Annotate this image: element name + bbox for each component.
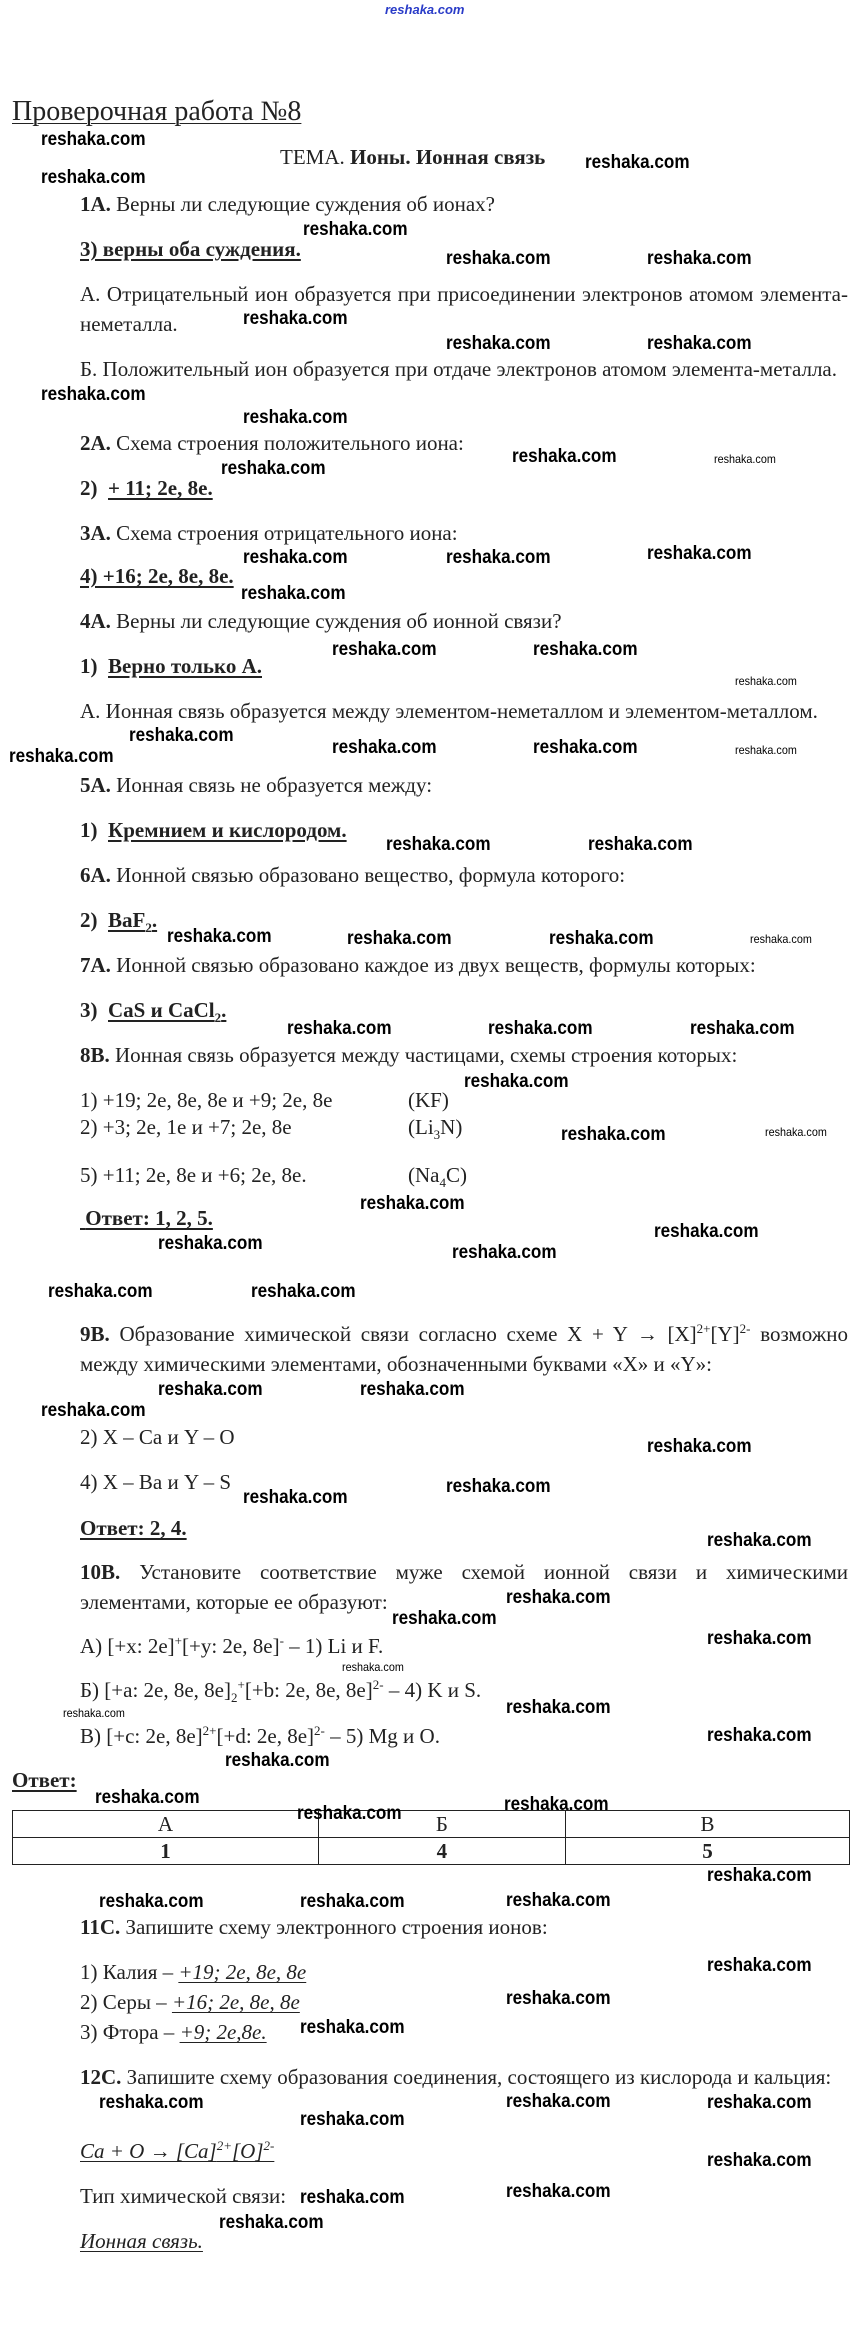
formula: BaF <box>108 908 146 932</box>
ion-scheme: +9; 2е,8е. <box>179 2020 267 2044</box>
watermark: reshaka.com <box>300 2017 405 2038</box>
ion-item <box>80 1990 300 2014</box>
formula-part: (Na <box>408 1163 440 1187</box>
question-number: 8В. <box>80 1043 110 1067</box>
site-link[interactable]: reshaka.com <box>385 2 465 17</box>
watermark: reshaka.com <box>99 2092 204 2113</box>
subscript: 4 <box>439 1175 446 1191</box>
question-text: Верны ли следующие суждения об ионной связи? <box>116 609 562 633</box>
watermark: reshaka.com <box>647 543 752 564</box>
question-text: Установите соответствие муже схемой ионной связи и химическими элементами, которые ее образуют: <box>80 1560 849 1614</box>
watermark: reshaka.com <box>243 308 348 329</box>
statement-a: А. Ионная связь образуется между элементом-неметаллом и элементом-металлом. <box>80 699 818 723</box>
watermark: reshaka.com <box>41 384 146 405</box>
question-number: 1А. <box>80 192 111 216</box>
ion-scheme: +19; 2е, 8е, 8е <box>178 1960 307 1984</box>
watermark: reshaka.com <box>588 834 693 855</box>
table-header: В <box>565 1811 849 1838</box>
watermark: reshaka.com <box>647 248 752 269</box>
option-5-formula <box>408 1163 467 1191</box>
question-2a <box>80 431 464 455</box>
formula-part: C) <box>445 1163 467 1187</box>
watermark: reshaka.com <box>735 674 797 688</box>
question-text: возможно между химическими элементами, обозначенными буквами «X» и «Y»: <box>80 1322 848 1376</box>
question-6a <box>80 863 625 887</box>
superscript: 2+ <box>216 2138 232 2153</box>
watermark: reshaka.com <box>446 547 551 568</box>
watermark: reshaka.com <box>707 1725 812 1746</box>
match-answer: – 4) K и S. <box>383 1678 482 1702</box>
superscript: - <box>279 1633 284 1648</box>
question-text: Ионная связь образуется между частицами, схемы строения которых: <box>115 1043 738 1067</box>
ion-scheme: +16; 2е, 8е, 8е <box>171 1990 300 2014</box>
bond-type-label: Тип химической связи: <box>80 2184 287 2208</box>
watermark: reshaka.com <box>707 1530 812 1551</box>
formula-end: . <box>151 908 158 932</box>
watermark: reshaka.com <box>41 129 146 150</box>
answer-4a <box>80 654 262 678</box>
watermark: reshaka.com <box>158 1233 263 1254</box>
watermark: reshaka.com <box>360 1379 465 1400</box>
watermark: reshaka.com <box>488 1018 593 1039</box>
question-text: Схема строения положительного иона: <box>116 431 464 455</box>
superscript: 2- <box>372 1677 384 1692</box>
watermark: reshaka.com <box>735 743 797 757</box>
question-8b <box>80 1043 737 1067</box>
scheme-part: Б) [+a: 2e, 8e, 8e] <box>80 1678 231 1702</box>
watermark: reshaka.com <box>446 248 551 269</box>
equation-part: [O] <box>231 2139 264 2163</box>
watermark: reshaka.com <box>506 1988 611 2009</box>
watermark: reshaka.com <box>360 1193 465 1214</box>
watermark: reshaka.com <box>63 1706 125 1720</box>
superscript: 2+ <box>202 1723 217 1738</box>
topic-text: Ионы. Ионная связь <box>350 145 546 169</box>
answer-6a <box>80 908 158 936</box>
watermark: reshaka.com <box>251 1281 356 1302</box>
title-text: Проверочная работа №8 <box>12 96 302 127</box>
formula-end: . <box>221 998 227 1022</box>
superscript: + <box>174 1633 182 1648</box>
answer-table <box>12 1810 850 1865</box>
ion-label: 2) Серы – <box>80 1990 172 2014</box>
table-header: Б <box>318 1811 565 1838</box>
watermark: reshaka.com <box>95 1787 200 1808</box>
option-text: 1) +19; 2е, 8е, 8е и +9; 2е, 8е <box>80 1088 333 1112</box>
watermark: reshaka.com <box>9 746 114 767</box>
ion-item <box>80 2020 267 2044</box>
question-number: 6А. <box>80 863 111 887</box>
question-text: Ионной связью образовано вещество, формула которого: <box>116 863 626 887</box>
question-number: 7А. <box>80 953 111 977</box>
watermark: reshaka.com <box>219 2212 324 2233</box>
option-2-formula <box>408 1115 463 1143</box>
watermark: reshaka.com <box>750 932 812 946</box>
watermark: reshaka.com <box>533 737 638 758</box>
watermark: reshaka.com <box>512 446 617 467</box>
superscript: 2- <box>739 1321 751 1336</box>
answer-label: Ответ: <box>12 1768 77 1792</box>
option-1-formula: (KF) <box>408 1088 449 1112</box>
scheme-part: [+y: 2e, 8e] <box>182 1634 280 1658</box>
option-5: 5) +11; 2е, 8е и +6; 2е, 8е. <box>80 1163 307 1187</box>
question-number: 10В. <box>80 1560 121 1584</box>
question-text: Ионная связь не образуется между: <box>116 773 433 797</box>
watermark: reshaka.com <box>464 1071 569 1092</box>
answer-text: + 11; 2е, 8е. <box>108 476 213 500</box>
question-number: 4А. <box>80 609 111 633</box>
watermark: reshaka.com <box>506 2091 611 2112</box>
scheme-part: А) [+x: 2e] <box>80 1634 175 1658</box>
question-number: 5А. <box>80 773 111 797</box>
watermark: reshaka.com <box>506 2181 611 2202</box>
table-row <box>13 1838 850 1865</box>
answer-number: 2) <box>80 476 98 500</box>
watermark: reshaka.com <box>533 639 638 660</box>
option-2: 2) X – Ca и Y – O <box>80 1425 235 1449</box>
subscript: 2 <box>145 920 152 936</box>
watermark: reshaka.com <box>300 2109 405 2130</box>
answer-2a <box>80 476 213 500</box>
question-12c <box>80 2062 848 2092</box>
watermark: reshaka.com <box>221 458 326 479</box>
subscript: 3 <box>433 1127 441 1143</box>
table-cell: 4 <box>318 1838 565 1865</box>
bond-type-answer: Ионная связь. <box>80 2229 203 2253</box>
formation-equation <box>80 2139 274 2163</box>
superscript: + <box>237 1677 245 1692</box>
scheme-part: [+b: 2e, 8e, 8e] <box>244 1678 373 1702</box>
watermark: reshaka.com <box>506 1697 611 1718</box>
watermark: reshaka.com <box>765 1125 827 1139</box>
question-11c <box>80 1915 548 1939</box>
watermark: reshaka.com <box>549 928 654 949</box>
formula-part: (Li <box>408 1115 434 1139</box>
answer-text <box>108 908 158 936</box>
watermark: reshaka.com <box>392 1608 497 1629</box>
question-number: 3А. <box>80 521 111 545</box>
answer-8b <box>80 1206 213 1230</box>
table-header-row <box>13 1811 850 1838</box>
watermark: reshaka.com <box>167 926 272 947</box>
table-cell: 1 <box>13 1838 319 1865</box>
watermark: reshaka.com <box>129 725 234 746</box>
answer-5a <box>80 818 347 842</box>
watermark: reshaka.com <box>386 834 491 855</box>
watermark: reshaka.com <box>158 1379 263 1400</box>
watermark: reshaka.com <box>707 1865 812 1886</box>
match-a <box>80 1634 383 1658</box>
answer-number: 1) <box>80 654 98 678</box>
question-7a <box>80 953 756 977</box>
answer-text: Кремнием и кислородом. <box>108 818 347 842</box>
watermark: reshaka.com <box>297 1803 402 1824</box>
table-header: А <box>13 1811 319 1838</box>
match-answer: – 1) Li и F. <box>283 1634 384 1658</box>
question-text: [Y] <box>710 1322 740 1346</box>
statement-a: А. Отрицательный ион образуется при присоединении электронов атомом элемента-неметалла. <box>80 282 848 336</box>
watermark: reshaka.com <box>690 1018 795 1039</box>
watermark: reshaka.com <box>707 2092 812 2113</box>
watermark: reshaka.com <box>446 1476 551 1497</box>
watermark: reshaka.com <box>332 639 437 660</box>
watermark: reshaka.com <box>707 1955 812 1976</box>
question-number: 2А. <box>80 431 111 455</box>
answer-number: 1) <box>80 818 98 842</box>
question-text: Ионной связью образовано каждое из двух веществ, формулы которых: <box>116 953 756 977</box>
table-cell: 5 <box>565 1838 849 1865</box>
answer-text: Верно только А. <box>108 654 262 678</box>
watermark: reshaka.com <box>300 2187 405 2208</box>
page-title <box>12 96 301 128</box>
answer-number: 3) <box>80 998 98 1022</box>
watermark: reshaka.com <box>647 1436 752 1457</box>
match-c <box>80 1724 440 1748</box>
question-text: Верны ли следующие суждения об ионах? <box>116 192 495 216</box>
answer-1a: 3) верны оба суждения. <box>80 237 301 261</box>
superscript: 2- <box>263 2138 275 2153</box>
question-number: 11С. <box>80 1915 121 1939</box>
question-3a <box>80 521 458 545</box>
watermark: reshaka.com <box>300 1891 405 1912</box>
answer-9b: Ответ: 2, 4. <box>80 1516 187 1540</box>
question-number: 9В. <box>80 1322 110 1346</box>
watermark: reshaka.com <box>506 1890 611 1911</box>
watermark: reshaka.com <box>707 2150 812 2171</box>
watermark: reshaka.com <box>504 1794 609 1815</box>
watermark: reshaka.com <box>714 452 776 466</box>
superscript: 2+ <box>696 1321 711 1336</box>
question-4a <box>80 609 562 633</box>
question-text: Запишите схему электронного строения ионов: <box>125 1915 548 1939</box>
question-number: 12С. <box>80 2065 122 2089</box>
ion-item <box>80 1960 306 1984</box>
question-text: Образование химической связи согласно схеме X + Y → [X] <box>119 1322 697 1346</box>
option-1 <box>80 1088 332 1112</box>
watermark: reshaka.com <box>654 1221 759 1242</box>
watermark: reshaka.com <box>99 1891 204 1912</box>
match-answer: – 5) Mg и O. <box>324 1724 440 1748</box>
answer-3a: 4) +16; 2е, 8е, 8е. <box>80 564 234 588</box>
ion-label: 3) Фтора – <box>80 2020 180 2044</box>
watermark: reshaka.com <box>48 1281 153 1302</box>
watermark: reshaka.com <box>41 1400 146 1421</box>
watermark: reshaka.com <box>585 152 690 173</box>
watermark: reshaka.com <box>303 219 408 240</box>
watermark: reshaka.com <box>707 1628 812 1649</box>
question-text: Запишите схему образования соединения, состоящего из кислорода и кальция: <box>126 2065 832 2089</box>
watermark: reshaka.com <box>446 333 551 354</box>
match-b <box>80 1677 482 1706</box>
scheme-part: В) [+c: 2e, 8e] <box>80 1724 203 1748</box>
question-1a <box>80 192 495 216</box>
subscript: 2 <box>214 1010 222 1026</box>
answer-text: Ответ: 1, 2, 5. <box>85 1206 213 1230</box>
watermark: reshaka.com <box>347 928 452 949</box>
answer-text <box>108 998 227 1026</box>
watermark: reshaka.com <box>243 1487 348 1508</box>
watermark: reshaka.com <box>452 1242 557 1263</box>
formula-part: N) <box>440 1115 463 1139</box>
watermark: reshaka.com <box>647 333 752 354</box>
option-2: 2) +3; 2е, 1е и +7; 2е, 8е <box>80 1115 292 1139</box>
watermark: reshaka.com <box>225 1750 330 1771</box>
question-9b <box>80 1319 848 1379</box>
subscript: 2 <box>231 1690 238 1706</box>
topic-label: ТЕМА. <box>280 145 345 169</box>
ion-label: 1) Калия – <box>80 1960 179 1984</box>
watermark: reshaka.com <box>342 1660 404 1674</box>
watermark: reshaka.com <box>243 407 348 428</box>
option-4: 4) X – Ba и Y – S <box>80 1470 232 1494</box>
watermark: reshaka.com <box>243 547 348 568</box>
question-text: Схема строения отрицательного иона: <box>116 521 458 545</box>
watermark: reshaka.com <box>287 1018 392 1039</box>
watermark: reshaka.com <box>332 737 437 758</box>
answer-7a <box>80 998 227 1026</box>
question-5a <box>80 773 432 797</box>
scheme-part: [+d: 2e, 8e] <box>216 1724 315 1748</box>
statement-b: Б. Положительный ион образуется при отдаче электронов атомом элемента-металла. <box>80 357 837 381</box>
watermark: reshaka.com <box>506 1587 611 1608</box>
answer-number: 2) <box>80 908 98 932</box>
superscript: 2- <box>314 1723 325 1738</box>
formula: CaS и CaCl <box>108 998 215 1022</box>
topic-heading <box>280 145 545 169</box>
equation-part: Ca + O → [Ca] <box>80 2139 217 2163</box>
watermark: reshaka.com <box>241 583 346 604</box>
watermark: reshaka.com <box>561 1124 666 1145</box>
watermark: reshaka.com <box>41 167 146 188</box>
